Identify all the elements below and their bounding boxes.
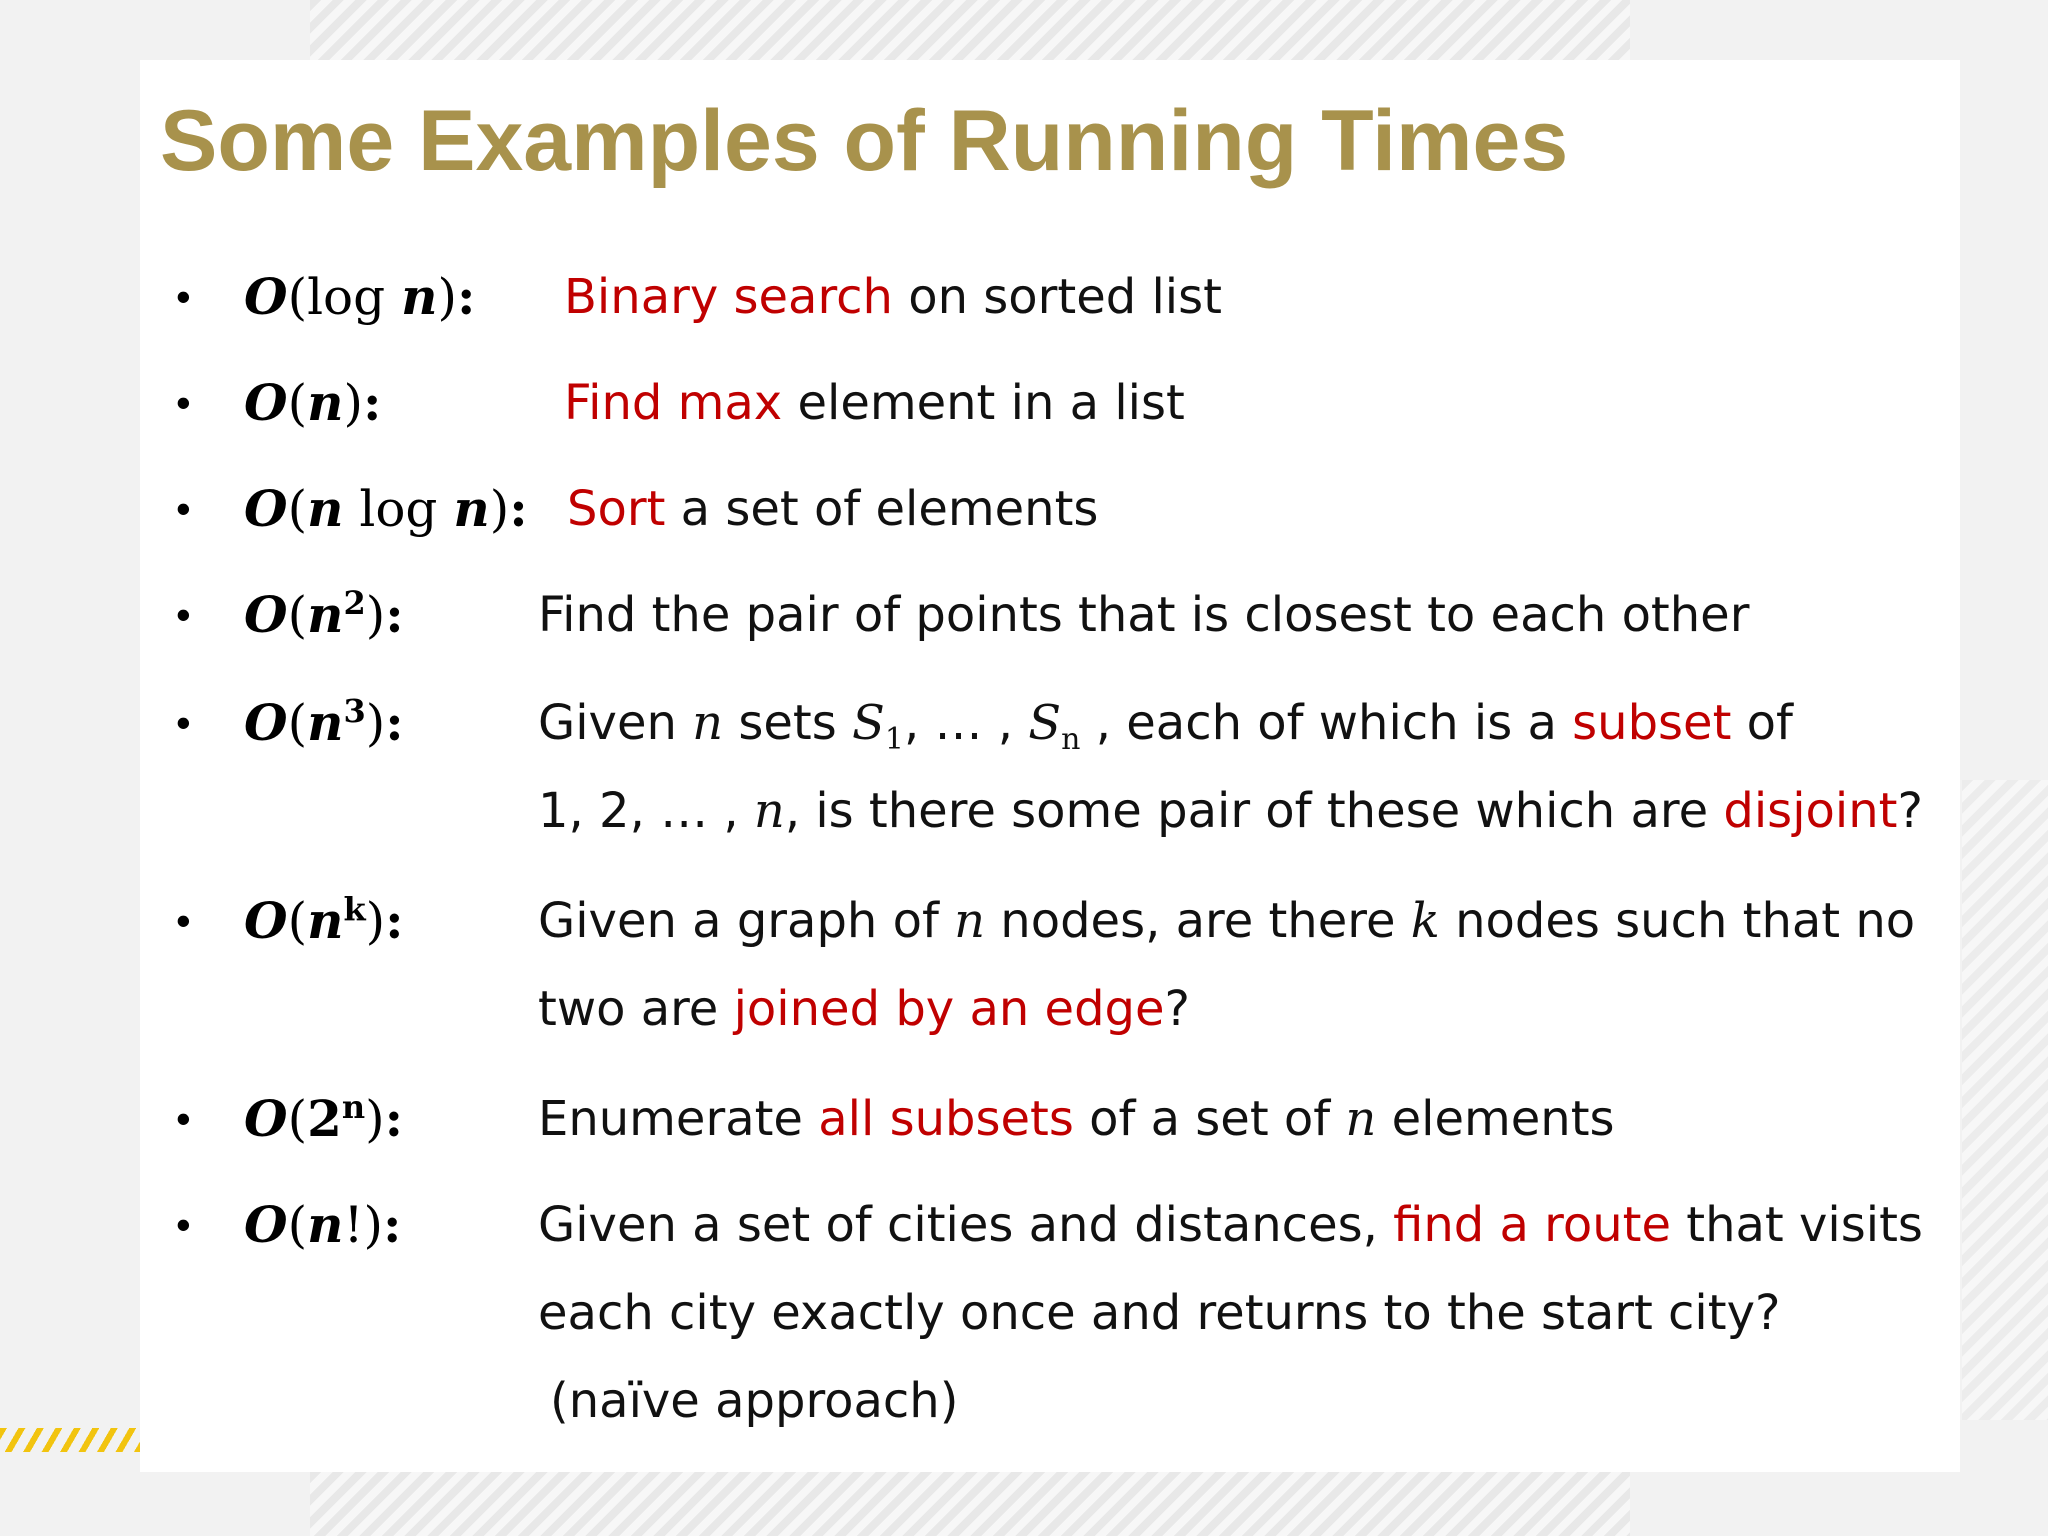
bullet-icon: • — [176, 273, 191, 320]
complexity-notation: $O(n^3)$: — [244, 692, 404, 752]
list-item — [0, 580, 2048, 650]
text-segment: element in a list — [782, 375, 1185, 431]
list-item — [0, 474, 2048, 544]
bullet-icon: • — [176, 699, 191, 746]
text-segment: Given a set of cities and distances, — [538, 1197, 1394, 1253]
highlight-term: all subsets — [818, 1091, 1074, 1147]
example-description — [550, 1366, 958, 1436]
text-segment: elements — [1376, 1091, 1615, 1147]
text-segment: that visits — [1671, 1197, 1923, 1253]
list-item — [0, 262, 2048, 332]
example-description — [538, 1278, 1780, 1348]
text-segment: each city exactly once and returns to the start city? — [538, 1285, 1781, 1341]
complexity-notation: O(n log n): — [244, 479, 528, 538]
complexity-notation: $O(n^k)$: — [244, 890, 404, 950]
list-item — [0, 688, 2048, 839]
example-description — [567, 474, 1098, 544]
text-segment: 1, 2, … , — [538, 783, 754, 839]
example-description — [538, 776, 1923, 846]
decorative-stripes-top — [310, 0, 1630, 62]
example-description — [564, 368, 1185, 438]
text-segment: nodes such that no — [1439, 893, 1916, 949]
highlight-term: joined by an edge — [733, 981, 1165, 1037]
bullet-icon: • — [176, 379, 191, 426]
example-description — [538, 974, 1190, 1044]
slide-title: Some Examples of Running Times — [160, 93, 1569, 189]
text-segment: , each of which is a — [1080, 695, 1573, 751]
complexity-notation: O(n!): — [244, 1195, 402, 1254]
example-description — [538, 688, 1793, 758]
complexity-notation: O(n): — [244, 373, 382, 432]
text-segment: Enumerate — [538, 1091, 819, 1147]
highlight-term: find a route — [1393, 1197, 1671, 1253]
decorative-stripes-bottom — [310, 1472, 1630, 1536]
text-segment: ? — [1897, 783, 1923, 839]
highlight-term: Sort — [567, 481, 666, 537]
list-item — [0, 1190, 2048, 1429]
math-symbol: $S_n$ — [1028, 695, 1081, 757]
text-segment: nodes, are there — [985, 893, 1411, 949]
text-segment: sets — [723, 695, 852, 751]
text-segment: of — [1731, 695, 1793, 751]
text-segment: on sorted list — [892, 269, 1222, 325]
example-description — [538, 1084, 1615, 1154]
text-segment: Given — [538, 695, 693, 751]
example-description — [538, 1190, 1923, 1260]
example-description — [538, 886, 1915, 956]
highlight-term: disjoint — [1723, 783, 1898, 839]
decorative-stripes-yellow — [0, 1428, 158, 1452]
highlight-term: Binary search — [564, 269, 893, 325]
text-segment: two are — [538, 981, 734, 1037]
text-segment: of a set of — [1073, 1091, 1346, 1147]
list-item — [0, 886, 2048, 1037]
list-item — [0, 1084, 2048, 1154]
bullet-icon: • — [176, 1095, 191, 1142]
example-description — [538, 580, 1749, 650]
math-symbol: n — [692, 695, 724, 751]
text-segment: ? — [1164, 981, 1191, 1037]
text-segment: Given a graph of — [538, 893, 955, 949]
bullet-icon: • — [176, 591, 191, 638]
highlight-term: subset — [1572, 695, 1732, 751]
complexity-notation: O(log n): — [244, 267, 476, 326]
text-segment: , is there some pair of these which are — [784, 783, 1724, 839]
bullet-icon: • — [176, 485, 191, 532]
highlight-term: Find max — [564, 375, 783, 431]
text-segment: a set of elements — [665, 481, 1099, 537]
math-symbol: n — [954, 893, 986, 949]
complexity-notation: $O(n^2)$: — [244, 584, 404, 644]
math-symbol: $S_1$ — [851, 695, 904, 757]
math-symbol: n — [753, 783, 785, 839]
text-segment: (naïve approach) — [550, 1373, 959, 1429]
math-symbol: k — [1410, 893, 1440, 949]
bullet-icon: • — [176, 897, 191, 944]
bullet-icon: • — [176, 1201, 191, 1248]
complexity-notation: O(2$^n$): — [244, 1088, 404, 1148]
text-segment: , … , — [903, 695, 1029, 751]
text-segment: Find the pair of points that is closest to each other — [538, 587, 1750, 643]
math-symbol: n — [1345, 1091, 1377, 1147]
example-description — [564, 262, 1222, 332]
list-item — [0, 368, 2048, 438]
